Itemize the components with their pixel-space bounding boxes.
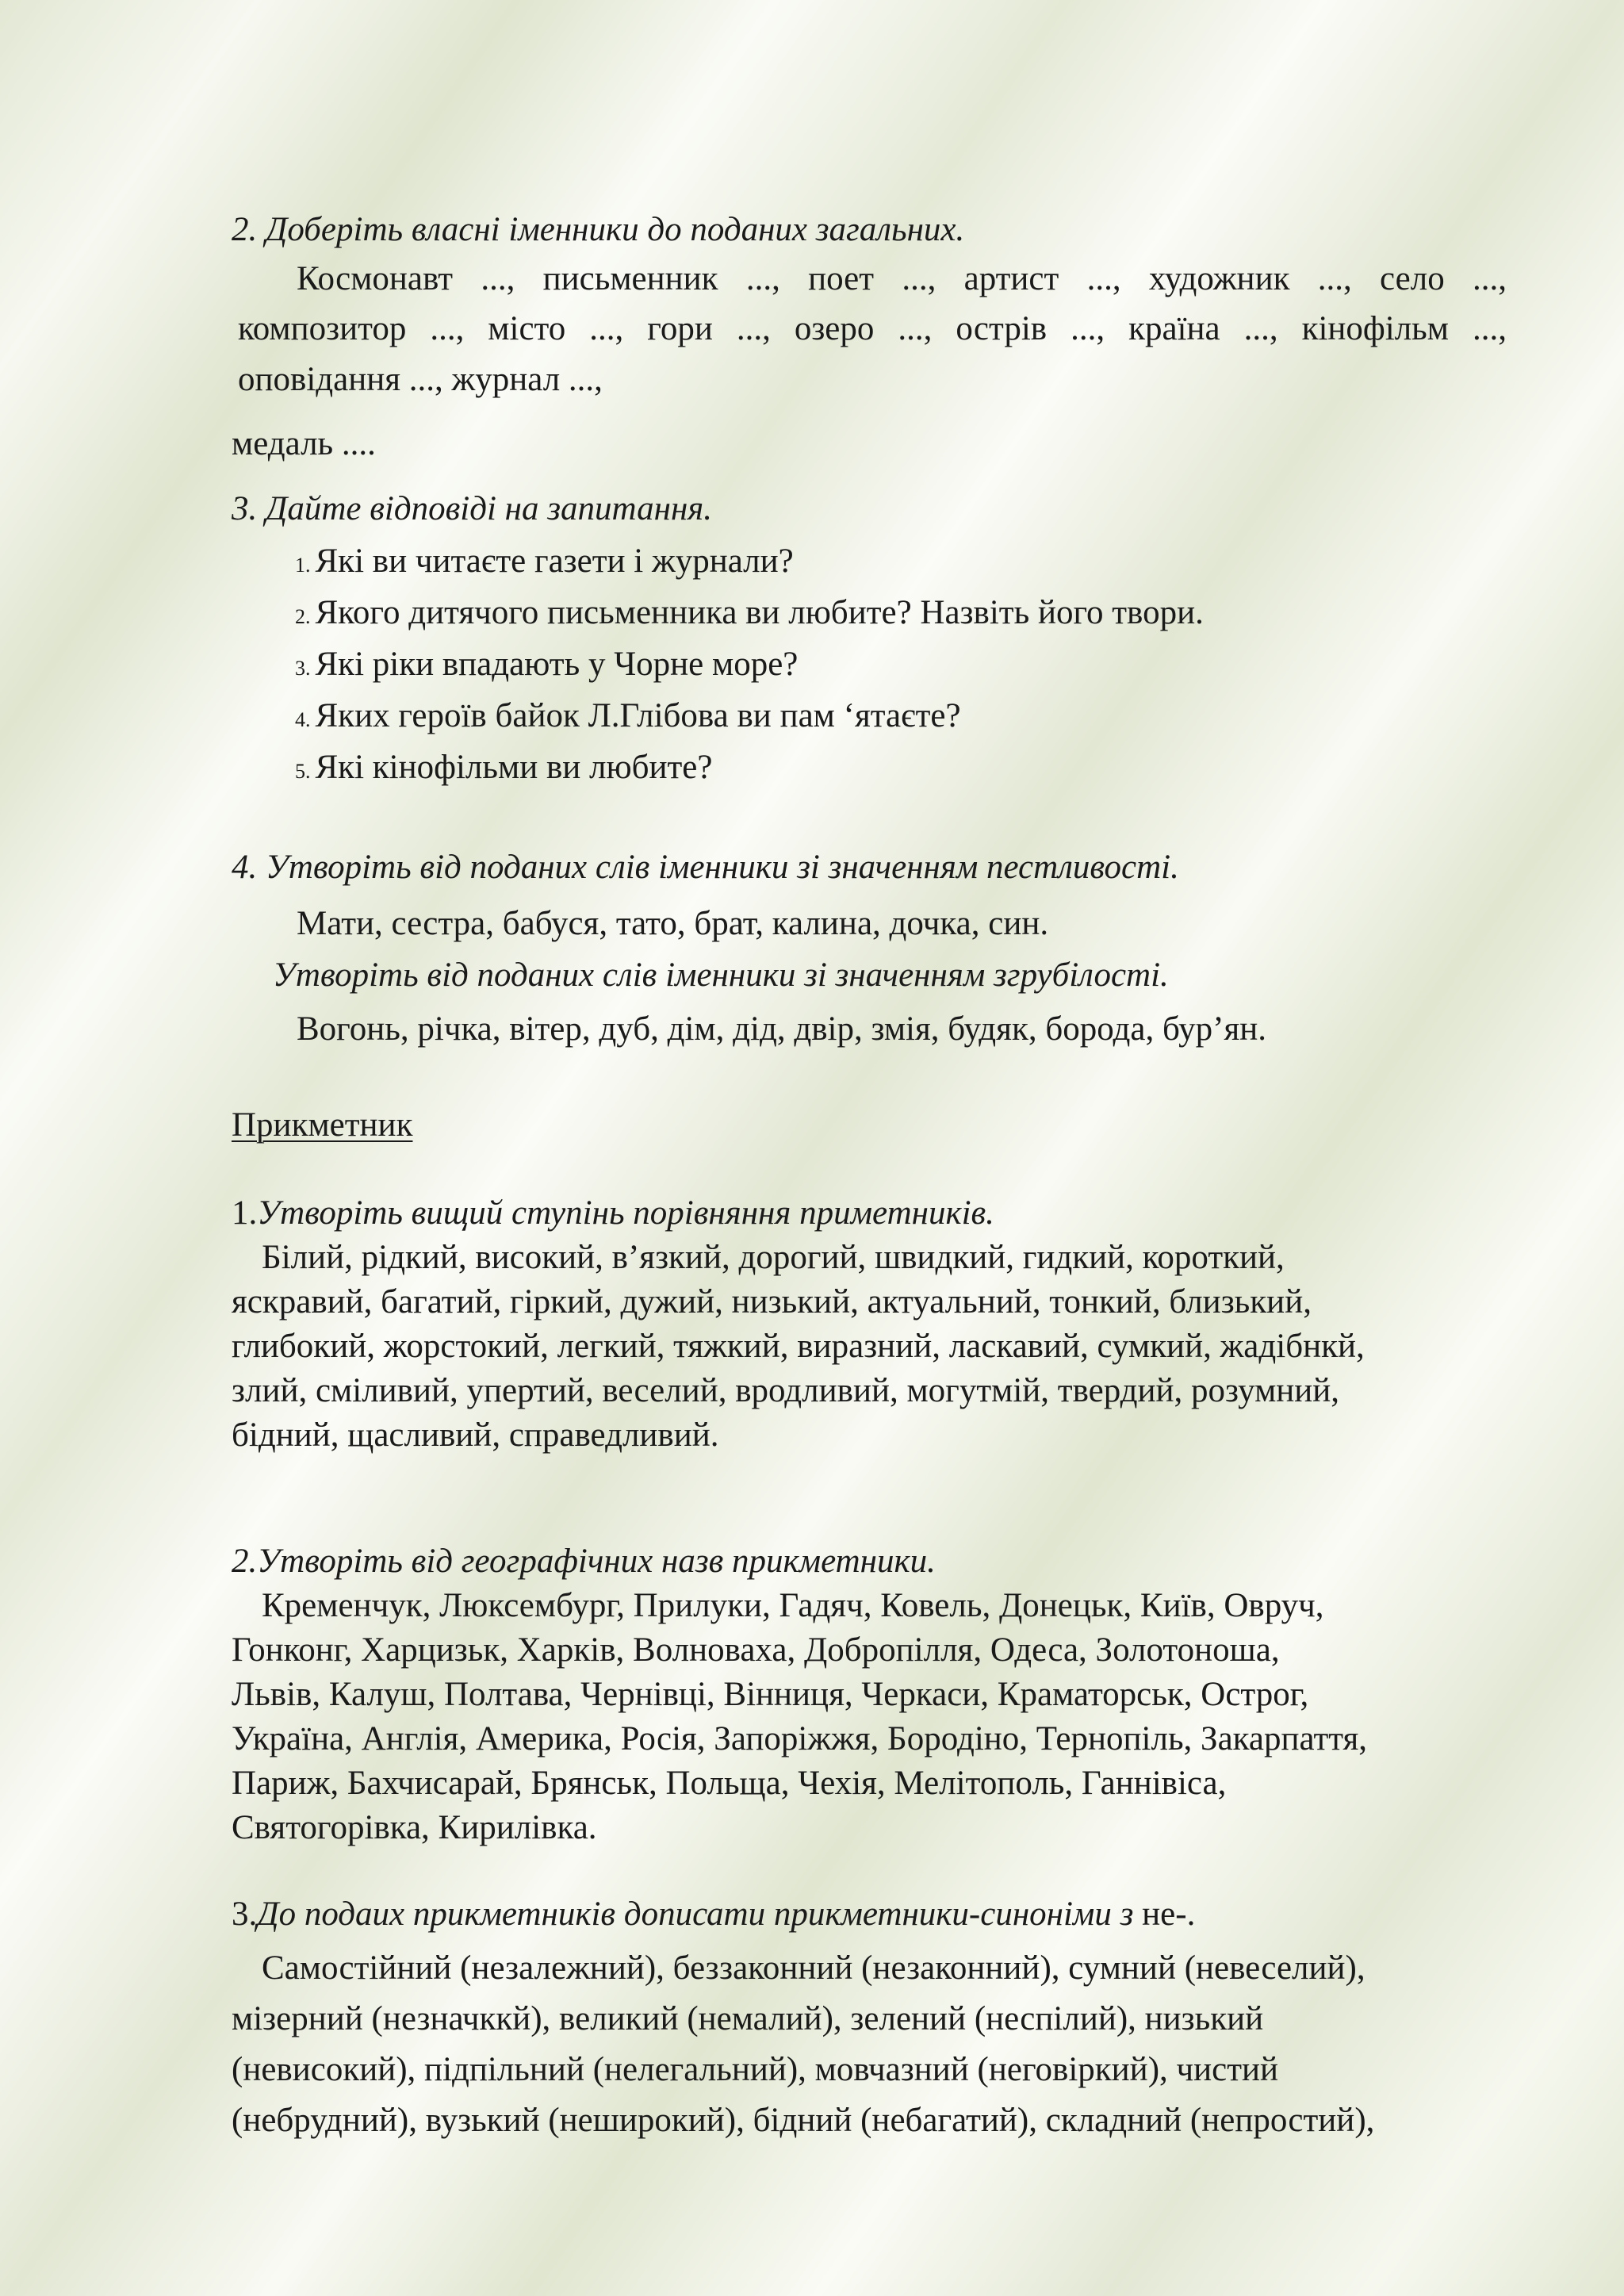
adj3-heading bbox=[232, 1897, 1195, 1931]
adj1-line-1: Білий, рідкий, високий, в’язкий, дорогий, швидкий, гидкий, короткий, bbox=[262, 1239, 1285, 1276]
question-number: 2. bbox=[295, 605, 311, 628]
adj2-line-1: Кременчук, Люксембург, Прилуки, Гадяч, Ковель, Донецьк, Київ, Овруч, bbox=[262, 1587, 1324, 1624]
adj2-line-5: Париж, Бахчисарай, Брянськ, Польща, Чехія, Мелітополь, Ганнівіса, bbox=[232, 1765, 1227, 1802]
adj2-line-4: Україна, Англія, Америка, Росія, Запоріжжя, Бородіно, Тернопіль, Закарпаття, bbox=[232, 1720, 1368, 1757]
question-text: Які ріки впадають у Чорне море? bbox=[315, 646, 799, 683]
adj3-line-2: мізерний (незначккй), великий (немалий), зелений (неспілий), низький bbox=[232, 2000, 1264, 2037]
adj1-heading bbox=[232, 1196, 994, 1230]
task4-words-2: Вогонь, річка, вітер, дуб, дім, дід, двір, змія, будяк, борода, бур’ян. bbox=[297, 1010, 1267, 1048]
adj3-line-4: (небрудний), вузький (неширокий), бідний (небагатий), складний (непростий), bbox=[232, 2102, 1375, 2139]
adj2-heading: 2.Утворіть від географічних назв прикметники. bbox=[232, 1543, 936, 1580]
adj1-number: 1. bbox=[232, 1194, 258, 1232]
question-text: Які кінофільми ви любите? bbox=[315, 749, 713, 786]
adj1-line-3: глибокий, жорстокий, легкий, тяжкий, виразний, ласкавий, сумкий, жадібнкй, bbox=[232, 1328, 1365, 1365]
adj1-line-5: бідний, щасливий, справедливий. bbox=[232, 1416, 719, 1454]
task2-line-2: композитор ..., місто ..., гори ..., озеро ..., острів ..., країна ..., кінофільм ..., bbox=[238, 310, 1507, 347]
adj3-heading-tail: не-. bbox=[1133, 1895, 1196, 1933]
adj2-line-2: Гонконг, Харцизьк, Харків, Волноваха, Добропілля, Одеса, Золотоноша, bbox=[232, 1631, 1280, 1669]
question-text: Яких героїв байок Л.Глібова ви пам ‘ятаєте? bbox=[315, 697, 961, 734]
task4-heading: 4. Утворіть від поданих слів іменники зі значенням пестливості. bbox=[232, 849, 1179, 886]
task4-words-1: Мати, сестра, бабуся, тато, брат, калина, дочка, син. bbox=[297, 905, 1049, 942]
question-text: Які ви читаєте газети і журнали? bbox=[315, 542, 794, 580]
task2-line-3: оповідання ..., журнал ..., bbox=[238, 361, 603, 398]
question-number: 1. bbox=[295, 554, 311, 577]
document-page bbox=[232, 0, 1508, 2296]
question-number: 4. bbox=[295, 708, 311, 731]
task2-heading: 2. Доберіть власні іменники до поданих загальних. bbox=[232, 211, 965, 248]
question-number: 3. bbox=[295, 657, 311, 680]
adj2-line-6: Святогорівка, Кирилівка. bbox=[232, 1809, 597, 1846]
question-4 bbox=[295, 699, 961, 733]
adj1-line-4: злий, сміливий, упертий, веселий, вродливий, могутмій, твердий, розумний, bbox=[232, 1372, 1340, 1409]
task2-line-1: Космонавт ..., письменник ..., поет ..., артист ..., художник ..., село ..., bbox=[297, 260, 1507, 297]
section-title: Прикметник bbox=[232, 1106, 413, 1144]
adj1-heading-text: Утворіть вищий ступінь порівняння приметників. bbox=[257, 1194, 994, 1232]
task3-heading: 3. Дайте відповіді на запитання. bbox=[232, 490, 713, 527]
adj3-line-3: (невисокий), підпільний (нелегальний), мовчазний (неговіркий), чистий bbox=[232, 2051, 1279, 2088]
adj3-heading-text: До подаих прикметників дописати прикметники-синоніми з bbox=[257, 1895, 1134, 1933]
task2-line-4: медаль .... bbox=[232, 425, 376, 462]
task4-subheading: Утворіть від поданих слів іменники зі значенням згрубілості. bbox=[273, 956, 1169, 994]
adj3-number: 3. bbox=[232, 1895, 258, 1933]
question-5 bbox=[295, 750, 712, 784]
question-text: Якого дитячого письменника ви любите? Назвіть його твори. bbox=[315, 594, 1204, 631]
adj3-line-1: Самостійний (незалежний), беззаконний (незаконний), сумний (невеселий), bbox=[262, 1949, 1365, 1987]
question-2 bbox=[295, 596, 1204, 630]
question-3 bbox=[295, 647, 798, 681]
question-1 bbox=[295, 544, 794, 578]
question-number: 5. bbox=[295, 760, 311, 783]
adj2-line-3: Львів, Калуш, Полтава, Чернівці, Вінниця, Черкаси, Краматорськ, Острог, bbox=[232, 1676, 1309, 1713]
adj1-line-2: яскравий, багатий, гіркий, дужий, низький, актуальний, тонкий, близький, bbox=[232, 1283, 1312, 1320]
